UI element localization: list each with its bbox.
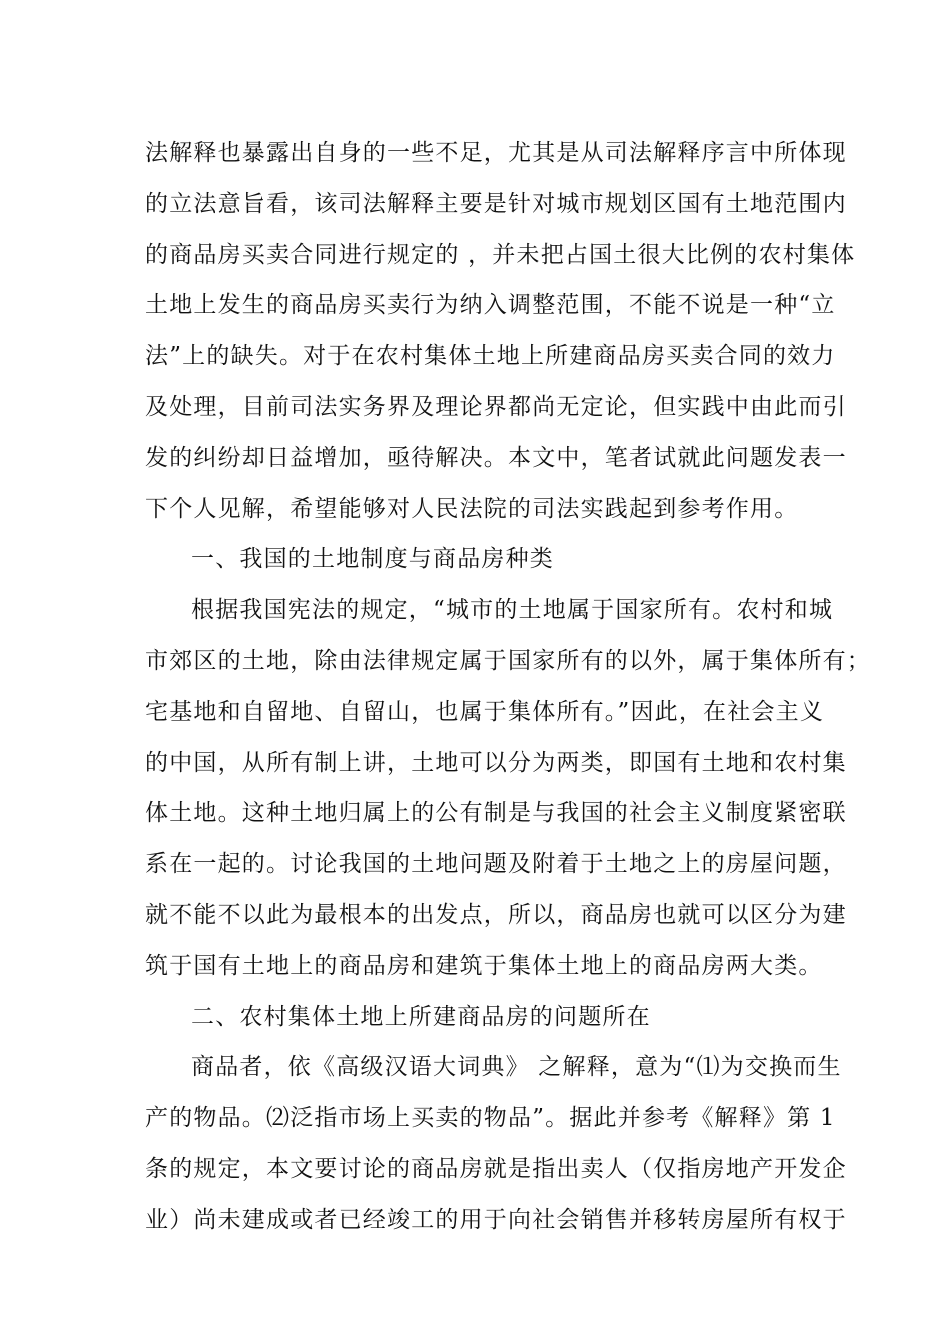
section-heading: 二、农村集体土地上所建商品房的问题所在 — [191, 1003, 651, 1030]
text-line: 法解释也暴露出自身的一些不足，尤其是从司法解释序言中所体现 — [145, 140, 847, 166]
text-line: 的中国，从所有制上讲，土地可以分为两类，即国有土地和农村集 — [145, 749, 847, 776]
text-line: 发的纠纷却日益增加，亟待解决。本文中，笔者试就此问题发表一 — [145, 444, 847, 471]
text-line: 体土地。这种土地归属上的公有制是与我国的社会主义制度紧密联 — [145, 800, 847, 827]
text-line: 产的物品。⑵泛指市场上买卖的物品”。据此并参考《解释》第 1 — [145, 1105, 836, 1132]
text-line: 条的规定，本文要讨论的商品房就是指出卖人（仅指房地产开发企 — [145, 1155, 847, 1182]
text-line: 根据我国宪法的规定，“城市的土地属于国家所有。农村和城 — [191, 597, 834, 624]
text-line: 就不能不以此为最根本的出发点，所以，商品房也就可以区分为建 — [145, 901, 847, 928]
section-heading: 一、我国的土地制度与商品房种类 — [191, 546, 554, 573]
text-line: 商品者，依《高级汉语大词典》 之解释，意为“⑴为交换而生 — [191, 1054, 842, 1081]
text-line: 法”上的缺失。对于在农村集体土地上所建商品房买卖合同的效力 — [145, 343, 836, 370]
text-line: 业）尚未建成或者已经竣工的用于向社会销售并移转房屋所有权于 — [145, 1206, 847, 1233]
text-line: 市郊区的土地，除由法律规定属于国家所有的以外，属于集体所有； — [145, 647, 871, 674]
document-body — [145, 128, 871, 1246]
text-line: 筑于国有土地上的商品房和建筑于集体土地上的商品房两大类。 — [145, 952, 823, 979]
text-line: 系在一起的。讨论我国的土地问题及附着于土地之上的房屋问题， — [145, 851, 847, 878]
text-line: 宅基地和自留地、自留山，也属于集体所有。”因此，在社会主义 — [145, 698, 825, 725]
text-line: 下个人见解，希望能够对人民法院的司法实践起到参考作用。 — [145, 495, 799, 522]
text-line: 及处理，目前司法实务界及理论界都尚无定论，但实践中由此而引 — [145, 393, 847, 420]
text-line: 土地上发生的商品房买卖行为纳入调整范围，不能不说是一种“立 — [145, 292, 836, 319]
text-line: 的立法意旨看，该司法解释主要是针对城市规划区国有土地范围内 — [145, 190, 847, 217]
text-line: 的商品房买卖合同进行规定的 ，并未把占国土很大比例的农村集体 — [145, 241, 856, 268]
